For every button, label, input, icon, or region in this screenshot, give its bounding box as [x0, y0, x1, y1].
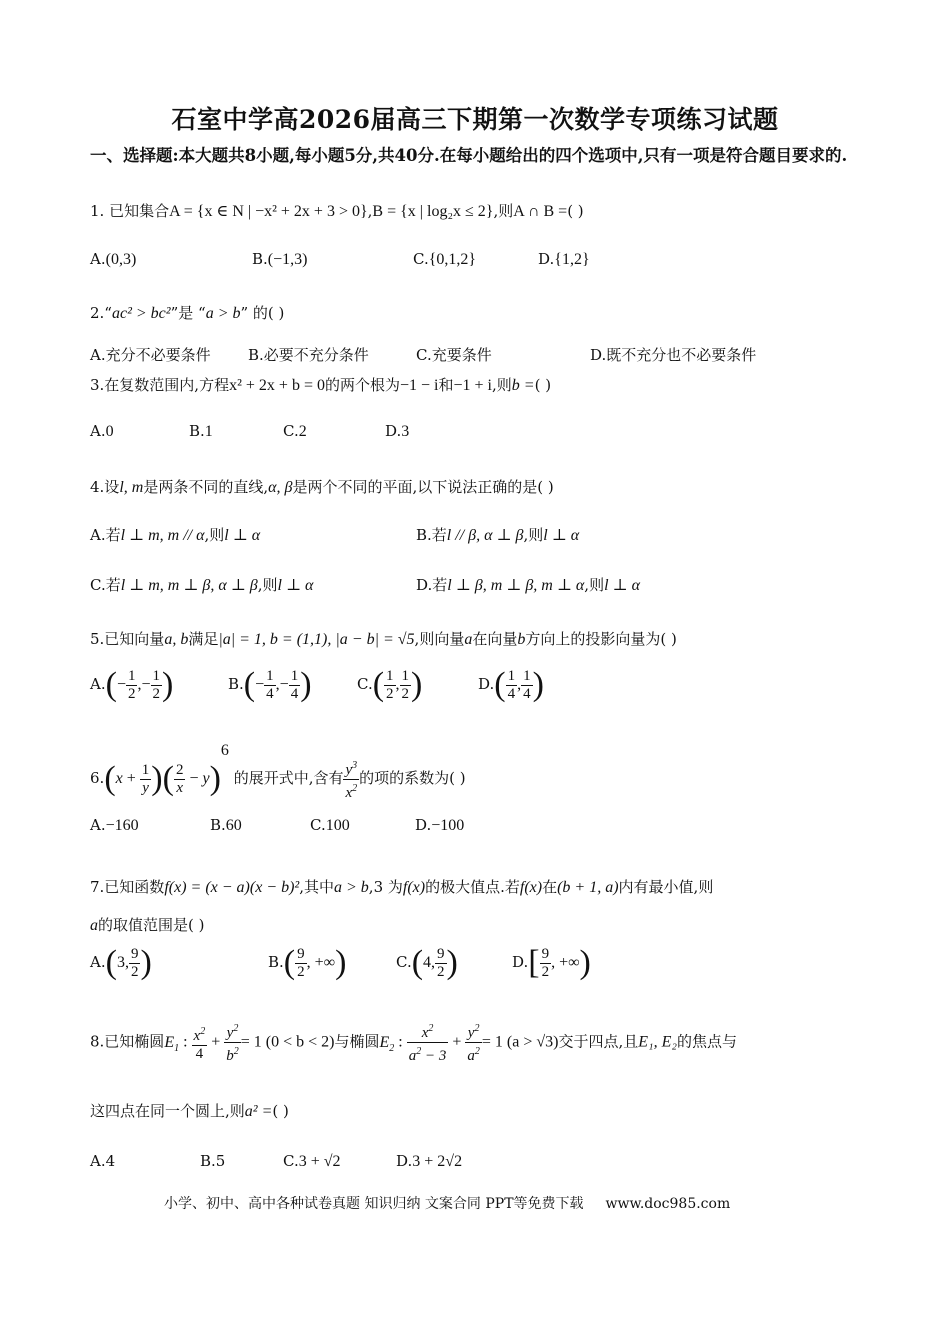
question-3: 3.在复数范围内,方程x² + 2x + b = 0的两个根为−1 − i和−1 + i,则b =( )	[90, 376, 552, 394]
question-2: 2.“ac² > bc²”是 “a > b” 的( )	[90, 304, 285, 322]
q4-option-d: D.若l ⊥ β, m ⊥ β, m ⊥ α,则l ⊥ α	[416, 576, 640, 594]
q1-option-b: B.(−1,3)	[252, 250, 308, 268]
q4-option-c: C.若l ⊥ m, m ⊥ β, α ⊥ β,则l ⊥ α	[90, 576, 314, 594]
q6-option-b: B.60	[210, 816, 242, 834]
footer-text: 小学、初中、高中各种试卷真题 知识归纳 文案合同 PPT等免费下载	[164, 1196, 584, 1212]
q3-option-a: A.0	[90, 422, 114, 440]
q6-option-c: C.100	[310, 816, 350, 834]
q1-option-a: A.(0,3)	[90, 250, 137, 268]
question-1: 1. 已知集合A = {x ∈ N | −x² + 2x + 3 > 0},B = {x | log₂x ≤ 2},则A ∩ B =( )	[90, 202, 584, 220]
q5-option-c: C.( $\frac{1}{2}$ , $\frac{1}{2}$ )	[357, 666, 423, 703]
q8-option-c: C.3 + √2	[283, 1152, 341, 1170]
page-title: 石室中学高2026届高三下期第一次数学专项练习试题	[171, 105, 779, 134]
question-8: 8.已知椭圆$E_1$ : $\frac{x^2}{4}$ + $\frac{y^2}{b^2}$ = 1 (0 < b < 2)与椭圆$E_2$ : $\frac{x^2}{a^2 - 3}$ + $\frac{y^2}{a^2}$ = 1 (a > √3)交于四点,且E₁, E₂的焦点与	[90, 1020, 737, 1065]
q5-option-a: A.(− $\frac{1}{2}$ ,− $\frac{1}{2}$ )	[90, 666, 174, 703]
question-6: 6.(x + $\frac{1}{y}$ )( $\frac{2}{x}$ − y)$^6$ 的展开式中,含有 $\frac{y^3}{x^2}$ 的项的系数为( )	[90, 742, 466, 801]
q4-option-b: B.若l // β, α ⊥ β,则l ⊥ α	[416, 526, 580, 544]
q8-option-b: B.5	[200, 1152, 226, 1170]
q8-option-d: D.3 + 2√2	[396, 1152, 463, 1170]
question-7-line-2: a的取值范围是( )	[90, 916, 205, 934]
q2-option-c: C.充要条件	[416, 346, 492, 364]
q6-option-a: A.−160	[90, 816, 139, 834]
q7-option-d: D.[ $\frac{9}{2}$ , +∞)	[512, 944, 591, 981]
q1-option-d: D.{1,2}	[538, 250, 590, 268]
page-footer	[164, 1193, 730, 1213]
q4-option-a: A.若l ⊥ m, m // α,则l ⊥ α	[90, 526, 261, 544]
q7-option-a: A.(3, $\frac{9}{2}$ )	[90, 944, 152, 981]
footer-link[interactable]: www.doc985.com	[605, 1196, 731, 1212]
question-7: 7.已知函数f(x) = (x − a)(x − b)²,其中a > b,3 为f(x)的极大值点.若f(x)在(b + 1, a)内有最小值,则	[90, 878, 714, 896]
section-heading: 一、选择题:本大题共8小题,每小题5分,共40分.在每小题给出的四个选项中,只有一项是符合题目要求的.	[90, 146, 848, 165]
q1-option-c: C.{0,1,2}	[413, 250, 477, 268]
q5-option-d: D.( $\frac{1}{4}$ , $\frac{1}{4}$ )	[478, 666, 544, 703]
q2-option-a: A.充分不必要条件	[90, 346, 211, 364]
question-4: 4.设l, m是两条不同的直线,α, β是两个不同的平面,以下说法正确的是( )	[90, 478, 554, 496]
q6-option-d: D.−100	[415, 816, 465, 834]
q8-option-a: A.4	[90, 1152, 116, 1170]
question-8-line-2: 这四点在同一个圆上,则a² =( )	[90, 1102, 289, 1120]
q5-option-b: B.(− $\frac{1}{4}$ ,− $\frac{1}{4}$ )	[228, 666, 312, 703]
q3-option-c: C.2	[283, 422, 307, 440]
question-5: 5.已知向量a, b满足|a| = 1, b = (1,1), |a − b| = √5,则向量a在向量b方向上的投影向量为( )	[90, 630, 677, 648]
q2-option-b: B.必要不充分条件	[248, 346, 369, 364]
q3-option-d: D.3	[385, 422, 410, 440]
q7-option-b: B.( $\frac{9}{2}$ , +∞)	[268, 944, 347, 981]
q2-option-d: D.既不充分也不必要条件	[590, 346, 757, 364]
q7-option-c: C.(4, $\frac{9}{2}$ )	[396, 944, 458, 981]
q3-option-b: B.1	[189, 422, 213, 440]
